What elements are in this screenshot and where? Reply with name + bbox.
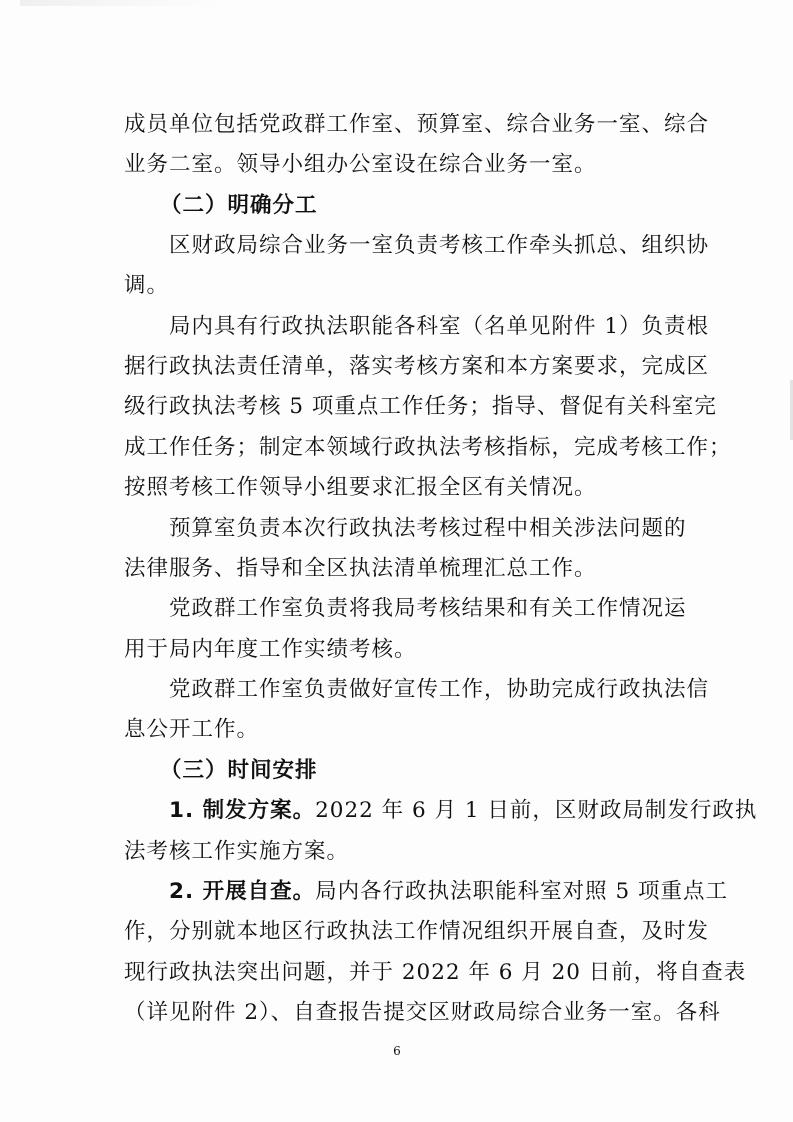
paragraph-line: 成员单位包括党政群工作室、预算室、综合业务一室、综合	[124, 112, 710, 137]
paragraph-line: 预算室负责本次行政执法考核过程中相关涉法问题的	[169, 516, 687, 541]
paragraph-line: 用于局内年度工作实绩考核。	[124, 637, 417, 662]
page-number: 6	[393, 1044, 401, 1058]
list-item-2-text: 局内各行政执法职能科室对照 5 项重点工	[315, 879, 728, 904]
section-heading-2: （二）明确分工	[160, 193, 318, 218]
section-heading-3: （三）时间安排	[160, 758, 318, 783]
paragraph-line: 局内具有行政执法职能各科室（名单见附件 1）负责根	[169, 314, 710, 339]
paragraph-line: 业务二室。领导小组办公室设在综合业务一室。	[124, 152, 597, 177]
paragraph-line: 现行政执法突出问题，并于 2022 年 6 月 20 日前，将自查表	[124, 960, 747, 985]
paragraph-line: 党政群工作室负责将我局考核结果和有关工作情况运	[169, 596, 687, 621]
list-item-1-text: 2022 年 6 月 1 日前，区财政局制发行政执	[315, 798, 758, 823]
list-item-1-label: 1. 制发方案。	[169, 798, 316, 823]
paragraph-line: 按照考核工作领导小组要求汇报全区有关情况。	[124, 475, 597, 500]
paragraph-line: 区财政局综合业务一室负责考核工作牵头抓总、组织协	[169, 233, 710, 258]
paragraph-line: 法律服务、指导和全区执法清单梳理汇总工作。	[124, 556, 597, 581]
list-item-2	[169, 878, 728, 906]
paragraph-line: （详见附件 2）、自查报告提交区财政局综合业务一室。各科	[124, 1000, 721, 1025]
paragraph-line: 息公开工作。	[124, 717, 260, 742]
paragraph-line: 据行政执法责任清单，落实考核方案和本方案要求，完成区	[124, 354, 710, 379]
paragraph-line: 党政群工作室负责做好宣传工作，协助完成行政执法信	[169, 677, 710, 702]
scan-artifact-top	[20, 0, 220, 6]
list-item-1	[169, 797, 757, 825]
paragraph-line: 调。	[124, 273, 170, 298]
paragraph-line: 作，分别就本地区行政执法工作情况组织开展自查，及时发	[124, 919, 710, 944]
list-item-2-label: 2. 开展自查。	[169, 879, 316, 904]
paragraph-line: 成工作任务；制定本领域行政执法考核指标，完成考核工作；	[124, 435, 732, 460]
paragraph-line: 级行政执法考核 5 项重点工作任务；指导、督促有关科室完	[124, 394, 717, 419]
paragraph-line: 法考核工作实施方案。	[124, 839, 350, 864]
